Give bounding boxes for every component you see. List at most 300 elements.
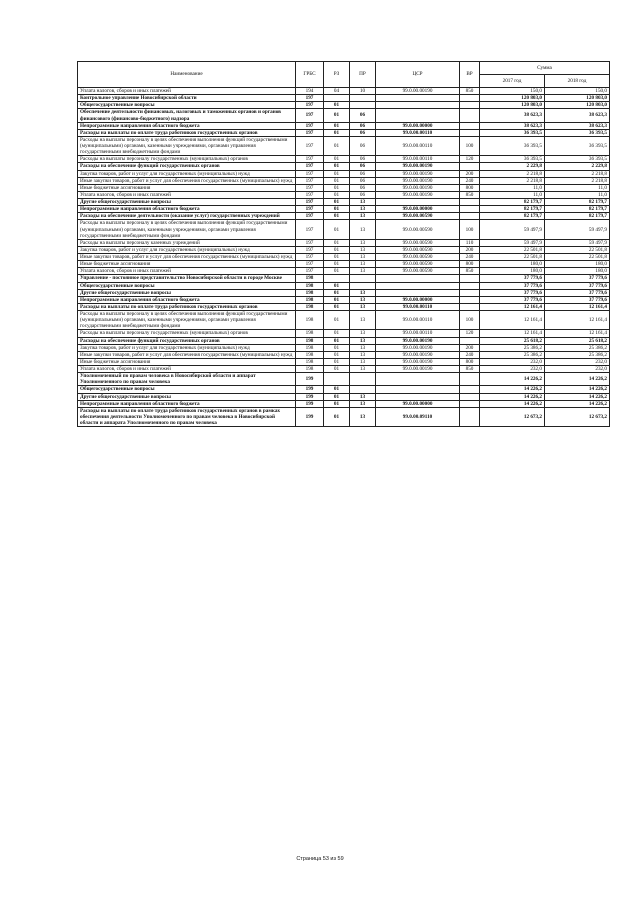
cell-sum-2017: 180,0 [480,268,545,275]
cell-csr: 99.0.00.00190 [376,337,460,344]
cell-rz: 01 [324,311,350,330]
cell-pr: 06 [350,163,376,170]
cell-name: Управление - постоянное представительство Новосибирской области в городе Москве [78,275,296,282]
budget-table [77,61,610,427]
cell-rz: 01 [324,109,350,122]
cell-grbs: 197 [296,156,324,163]
cell-rz: 01 [324,268,350,275]
cell-vr [460,337,480,344]
cell-rz: 01 [324,102,350,109]
cell-rz: 01 [324,261,350,268]
cell-pr: 13 [350,296,376,303]
cell-csr [376,109,460,122]
cell-sum-2018: 14 226,2 [545,386,610,393]
cell-grbs: 197 [296,95,324,102]
cell-sum-2017: 232,0 [480,366,545,373]
cell-pr: 13 [350,393,376,400]
cell-vr [460,303,480,310]
table-row [78,191,610,198]
cell-vr [460,109,480,122]
cell-vr: 200 [460,344,480,351]
cell-name: Расходы на обеспечение функций государственных органов [78,163,296,170]
table-row [78,213,610,220]
cell-vr [460,206,480,213]
cell-name: Расходы на выплаты по оплате труда работников государственных органов [78,129,296,136]
cell-vr [460,102,480,109]
table-row [78,206,610,213]
table-row [78,393,610,400]
table-row [78,156,610,163]
cell-vr: 800 [460,358,480,365]
table-body [78,88,610,427]
cell-sum-2018: 82 179,7 [545,213,610,220]
cell-csr: 99.0.00.00590 [376,246,460,253]
cell-sum-2018: 12 161,4 [545,303,610,310]
cell-name: Расходы на выплаты персоналу государственных (муниципальных) органов [78,156,296,163]
cell-pr: 13 [350,351,376,358]
cell-name: Другие общегосударственные вопросы [78,289,296,296]
table-row [78,199,610,206]
cell-sum-2018: 14 226,2 [545,373,610,386]
cell-csr [376,282,460,289]
table-row [78,351,610,358]
col-header-csr: ЦСР [376,62,460,88]
cell-sum-2017: 180,0 [480,261,545,268]
cell-pr [350,386,376,393]
cell-name: Закупка товаров, работ и услуг для государственных (муниципальных) нужд [78,344,296,351]
cell-sum-2017: 82 179,7 [480,206,545,213]
cell-vr [460,213,480,220]
cell-vr [460,122,480,129]
cell-name: Иные бюджетные ассигнования [78,184,296,191]
cell-vr: 100 [460,136,480,155]
cell-sum-2017: 38 623,3 [480,122,545,129]
cell-grbs: 197 [296,213,324,220]
cell-name: Уплата налогов, сборов и иных платежей [78,268,296,275]
cell-pr [350,275,376,282]
cell-sum-2018: 12 161,4 [545,330,610,337]
cell-rz: 01 [324,393,350,400]
cell-name: Другие общегосударственные вопросы [78,199,296,206]
cell-name: Обеспечение деятельности финансовых, налоговых и таможенных органов и органов финансового (финансово-бюджетного) надзора [78,109,296,122]
cell-sum-2017: 25 386,2 [480,351,545,358]
cell-pr: 13 [350,407,376,426]
table-row [78,296,610,303]
table-row [78,330,610,337]
cell-sum-2017: 14 226,2 [480,393,545,400]
cell-name: Непрограммные направления областного бюджета [78,206,296,213]
cell-name: Иные бюджетные ассигнования [78,358,296,365]
cell-csr: 99.0.00.00110 [376,311,460,330]
cell-grbs: 197 [296,254,324,261]
cell-rz: 01 [324,337,350,344]
cell-sum-2017: 12 161,4 [480,303,545,310]
cell-sum-2018: 25 386,2 [545,351,610,358]
cell-rz: 01 [324,177,350,184]
cell-csr: 99.0.00.00590 [376,213,460,220]
cell-csr: 99.0.00.00000 [376,122,460,129]
cell-sum-2017: 22 501,8 [480,254,545,261]
cell-vr: 200 [460,246,480,253]
cell-sum-2017: 12 161,4 [480,311,545,330]
cell-grbs: 197 [296,109,324,122]
cell-csr: 99.0.00.00190 [376,170,460,177]
cell-csr [376,199,460,206]
cell-grbs: 198 [296,303,324,310]
cell-pr: 13 [350,366,376,373]
cell-grbs: 198 [296,289,324,296]
cell-grbs: 199 [296,407,324,426]
cell-csr: 99.0.00.00000 [376,206,460,213]
cell-sum-2017: 25 618,2 [480,337,545,344]
cell-csr: 99.0.00.00190 [376,351,460,358]
cell-vr: 850 [460,366,480,373]
cell-vr: 240 [460,254,480,261]
cell-pr: 06 [350,170,376,177]
cell-name: Уполномоченный по правам человека в Новосибирской области и аппарат Уполномоченного по правам человека [78,373,296,386]
cell-sum-2018: 2 218,8 [545,170,610,177]
cell-rz: 01 [324,386,350,393]
cell-vr [460,407,480,426]
cell-pr: 13 [350,199,376,206]
cell-rz [324,275,350,282]
cell-grbs: 194 [296,88,324,95]
cell-vr: 100 [460,220,480,239]
table-row [78,358,610,365]
cell-name: Расходы на выплаты персоналу в целях обеспечения выполнения функций государственными (муниципальными) органами, казенными учреждениями, органами управления государственными внебюджетными фондами [78,220,296,239]
cell-vr [460,163,480,170]
cell-sum-2018: 120 803,0 [545,95,610,102]
col-header-2017: 2017 год [480,75,545,88]
cell-csr [376,393,460,400]
cell-grbs: 199 [296,400,324,407]
cell-pr: 13 [350,311,376,330]
cell-rz: 01 [324,282,350,289]
cell-sum-2018: 82 179,7 [545,199,610,206]
cell-pr: 13 [350,213,376,220]
cell-name: Расходы на обеспечение деятельности (оказание услуг) государственных учреждений [78,213,296,220]
cell-sum-2017: 11,0 [480,184,545,191]
cell-name: Непрограммные направления областного бюджета [78,400,296,407]
cell-sum-2018: 37 779,6 [545,275,610,282]
table-row [78,177,610,184]
cell-name: Расходы на выплаты персоналу в целях обеспечения выполнения функций государственными (муниципальными) органами, казенными учреждениями, органами управления государственными внебюджетными фондами [78,136,296,155]
cell-sum-2017: 59 497,9 [480,220,545,239]
cell-rz: 01 [324,213,350,220]
cell-sum-2017: 14 226,2 [480,386,545,393]
col-header-sum: Сумма [480,62,610,75]
cell-grbs: 199 [296,386,324,393]
cell-grbs: 197 [296,268,324,275]
cell-csr: 99.0.00.00590 [376,254,460,261]
cell-name: Расходы на обеспечение функций государственных органов [78,337,296,344]
cell-vr [460,373,480,386]
cell-sum-2017: 12 161,4 [480,330,545,337]
cell-sum-2017: 150,0 [480,88,545,95]
cell-vr: 200 [460,170,480,177]
table-row [78,268,610,275]
cell-name: Расходы на выплаты персоналу в целях обеспечения выполнения функций государственными (муниципальными) органами, казенными учреждениями, органами управления государственными внебюджетными фондами [78,311,296,330]
cell-pr: 13 [350,337,376,344]
cell-grbs: 199 [296,373,324,386]
cell-sum-2018: 36 393,5 [545,156,610,163]
cell-sum-2017: 14 226,2 [480,400,545,407]
col-header-rz: РЗ [324,62,350,88]
cell-vr [460,282,480,289]
cell-vr: 240 [460,177,480,184]
cell-vr: 240 [460,351,480,358]
cell-pr: 13 [350,400,376,407]
cell-pr: 13 [350,303,376,310]
cell-sum-2018: 25 618,2 [545,337,610,344]
cell-grbs: 197 [296,129,324,136]
cell-vr [460,400,480,407]
cell-csr: 99.0.00.00110 [376,156,460,163]
cell-pr: 13 [350,344,376,351]
table-row [78,129,610,136]
table-row [78,275,610,282]
cell-rz: 01 [324,289,350,296]
cell-grbs: 197 [296,170,324,177]
cell-csr [376,275,460,282]
cell-grbs: 198 [296,275,324,282]
table-row [78,344,610,351]
cell-rz: 01 [324,400,350,407]
table-row [78,407,610,426]
cell-sum-2018: 14 226,2 [545,393,610,400]
cell-csr: 99.0.00.00110 [376,129,460,136]
table-row [78,386,610,393]
cell-pr: 13 [350,239,376,246]
cell-csr: 99.0.00.00190 [376,358,460,365]
cell-vr: 850 [460,88,480,95]
cell-vr [460,296,480,303]
table-row [78,102,610,109]
cell-grbs: 197 [296,206,324,213]
cell-name: Закупка товаров, работ и услуг для государственных (муниципальных) нужд [78,246,296,253]
cell-rz: 01 [324,239,350,246]
cell-sum-2017: 36 393,5 [480,129,545,136]
cell-csr: 99.0.00.00110 [376,330,460,337]
cell-sum-2018: 14 226,2 [545,400,610,407]
cell-name: Расходы на выплаты персоналу государственных (муниципальных) органов [78,330,296,337]
cell-csr: 99.0.00.00110 [376,136,460,155]
cell-sum-2018: 12 673,2 [545,407,610,426]
cell-pr: 13 [350,289,376,296]
cell-pr: 06 [350,122,376,129]
cell-grbs: 197 [296,246,324,253]
cell-rz: 01 [324,351,350,358]
cell-pr: 13 [350,330,376,337]
cell-sum-2018: 2 229,8 [545,163,610,170]
cell-sum-2018: 180,0 [545,268,610,275]
cell-csr: 99.0.00.00590 [376,239,460,246]
cell-sum-2018: 11,0 [545,184,610,191]
table-row [78,163,610,170]
cell-sum-2018: 38 623,3 [545,109,610,122]
cell-grbs: 197 [296,177,324,184]
cell-vr: 800 [460,184,480,191]
col-header-vr: ВР [460,62,480,88]
cell-sum-2017: 2 218,8 [480,177,545,184]
header-row [78,62,610,75]
cell-rz: 01 [324,191,350,198]
cell-rz: 01 [324,330,350,337]
cell-vr: 850 [460,268,480,275]
table-row [78,289,610,296]
cell-grbs: 198 [296,296,324,303]
cell-csr: 99.0.00.00190 [376,191,460,198]
cell-sum-2018: 37 779,6 [545,289,610,296]
cell-sum-2017: 120 803,0 [480,95,545,102]
table-row [78,122,610,129]
cell-pr: 13 [350,246,376,253]
cell-sum-2017: 37 779,6 [480,289,545,296]
cell-pr: 13 [350,358,376,365]
cell-pr: 06 [350,156,376,163]
table-row [78,220,610,239]
cell-vr: 110 [460,239,480,246]
cell-sum-2017: 38 623,3 [480,109,545,122]
cell-name: Расходы на выплаты по оплате труда работников государственных органов [78,303,296,310]
cell-name: Закупка товаров, работ и услуг для государственных (муниципальных) нужд [78,170,296,177]
cell-sum-2018: 22 501,8 [545,254,610,261]
cell-sum-2018: 25 386,2 [545,344,610,351]
cell-csr: 99.0.00.00190 [376,344,460,351]
cell-csr: 99.0.00.09110 [376,407,460,426]
cell-sum-2017: 37 779,6 [480,275,545,282]
cell-rz: 01 [324,163,350,170]
cell-rz: 01 [324,254,350,261]
cell-sum-2017: 120 803,0 [480,102,545,109]
cell-vr [460,289,480,296]
cell-sum-2018: 2 218,8 [545,177,610,184]
cell-sum-2017: 36 393,5 [480,156,545,163]
cell-rz: 04 [324,88,350,95]
cell-name: Общегосударственные вопросы [78,102,296,109]
table-row [78,303,610,310]
cell-sum-2017: 11,0 [480,191,545,198]
cell-sum-2018: 12 161,4 [545,311,610,330]
cell-csr: 99.0.00.00590 [376,261,460,268]
cell-grbs: 198 [296,337,324,344]
cell-rz [324,95,350,102]
cell-pr: 06 [350,184,376,191]
cell-rz: 01 [324,358,350,365]
cell-pr: 13 [350,268,376,275]
cell-grbs: 197 [296,184,324,191]
cell-pr: 06 [350,191,376,198]
cell-sum-2018: 11,0 [545,191,610,198]
table-row [78,88,610,95]
cell-name: Непрограммные направления областного бюджета [78,296,296,303]
cell-vr: 800 [460,261,480,268]
cell-sum-2018: 22 501,8 [545,246,610,253]
cell-pr [350,102,376,109]
cell-csr [376,386,460,393]
cell-vr [460,386,480,393]
cell-csr: 99.0.00.00110 [376,303,460,310]
cell-csr [376,102,460,109]
cell-grbs: 197 [296,136,324,155]
table-row [78,95,610,102]
cell-rz: 01 [324,303,350,310]
cell-sum-2017: 82 179,7 [480,199,545,206]
cell-name: Уплата налогов, сборов и иных платежей [78,191,296,198]
cell-sum-2018: 37 779,6 [545,282,610,289]
cell-pr: 06 [350,177,376,184]
cell-sum-2018: 59 497,9 [545,239,610,246]
cell-sum-2018: 150,0 [545,88,610,95]
cell-vr [460,275,480,282]
cell-csr: 99.0.00.00190 [376,88,460,95]
cell-sum-2017: 59 497,9 [480,239,545,246]
cell-grbs: 197 [296,191,324,198]
cell-sum-2017: 37 779,6 [480,296,545,303]
cell-name: Иные закупки товаров, работ и услуг для обеспечения государственных (муниципальных) нужд [78,351,296,358]
cell-name: Расходы на выплаты по оплате труда работников государственных органов в рамках обеспечения деятельности Уполномоченного по правам человека в Новосибирской области и аппарата Уполномоченного по правам человека [78,407,296,426]
cell-sum-2017: 37 779,6 [480,282,545,289]
cell-sum-2018: 36 393,5 [545,136,610,155]
cell-name: Общегосударственные вопросы [78,386,296,393]
cell-grbs: 198 [296,330,324,337]
cell-csr: 99.0.00.00590 [376,268,460,275]
cell-sum-2017: 2 218,8 [480,170,545,177]
table-row [78,311,610,330]
table-row [78,136,610,155]
cell-pr: 06 [350,109,376,122]
cell-pr: 10 [350,88,376,95]
cell-name: Уплата налогов, сборов и иных платежей [78,366,296,373]
cell-pr: 13 [350,206,376,213]
page-footer: Страница 53 из 59 [296,856,344,862]
cell-name: Другие общегосударственные вопросы [78,393,296,400]
cell-sum-2017: 82 179,7 [480,213,545,220]
cell-grbs: 197 [296,122,324,129]
cell-sum-2018: 180,0 [545,261,610,268]
cell-grbs: 197 [296,261,324,268]
cell-rz [324,373,350,386]
cell-csr: 99.0.00.00190 [376,177,460,184]
cell-csr: 99.0.00.00000 [376,400,460,407]
cell-grbs: 197 [296,220,324,239]
cell-sum-2018: 120 803,0 [545,102,610,109]
cell-name: Расходы на выплаты персоналу казенных учреждений [78,239,296,246]
table-row [78,282,610,289]
cell-sum-2017: 36 393,5 [480,136,545,155]
cell-sum-2018: 82 179,7 [545,206,610,213]
cell-vr: 100 [460,311,480,330]
cell-sum-2017: 25 386,2 [480,344,545,351]
col-header-pr: ПР [350,62,376,88]
cell-sum-2018: 36 393,5 [545,129,610,136]
table-row [78,261,610,268]
cell-grbs: 198 [296,366,324,373]
cell-pr [350,282,376,289]
cell-sum-2017: 22 501,8 [480,246,545,253]
cell-grbs: 199 [296,393,324,400]
cell-vr [460,393,480,400]
cell-grbs: 198 [296,344,324,351]
cell-rz: 01 [324,199,350,206]
table-row [78,184,610,191]
col-header-2018: 2018 год [545,75,610,88]
cell-csr [376,95,460,102]
cell-rz: 01 [324,407,350,426]
cell-rz: 01 [324,122,350,129]
cell-rz: 01 [324,156,350,163]
cell-name: Уплата налогов, сборов и иных платежей [78,88,296,95]
